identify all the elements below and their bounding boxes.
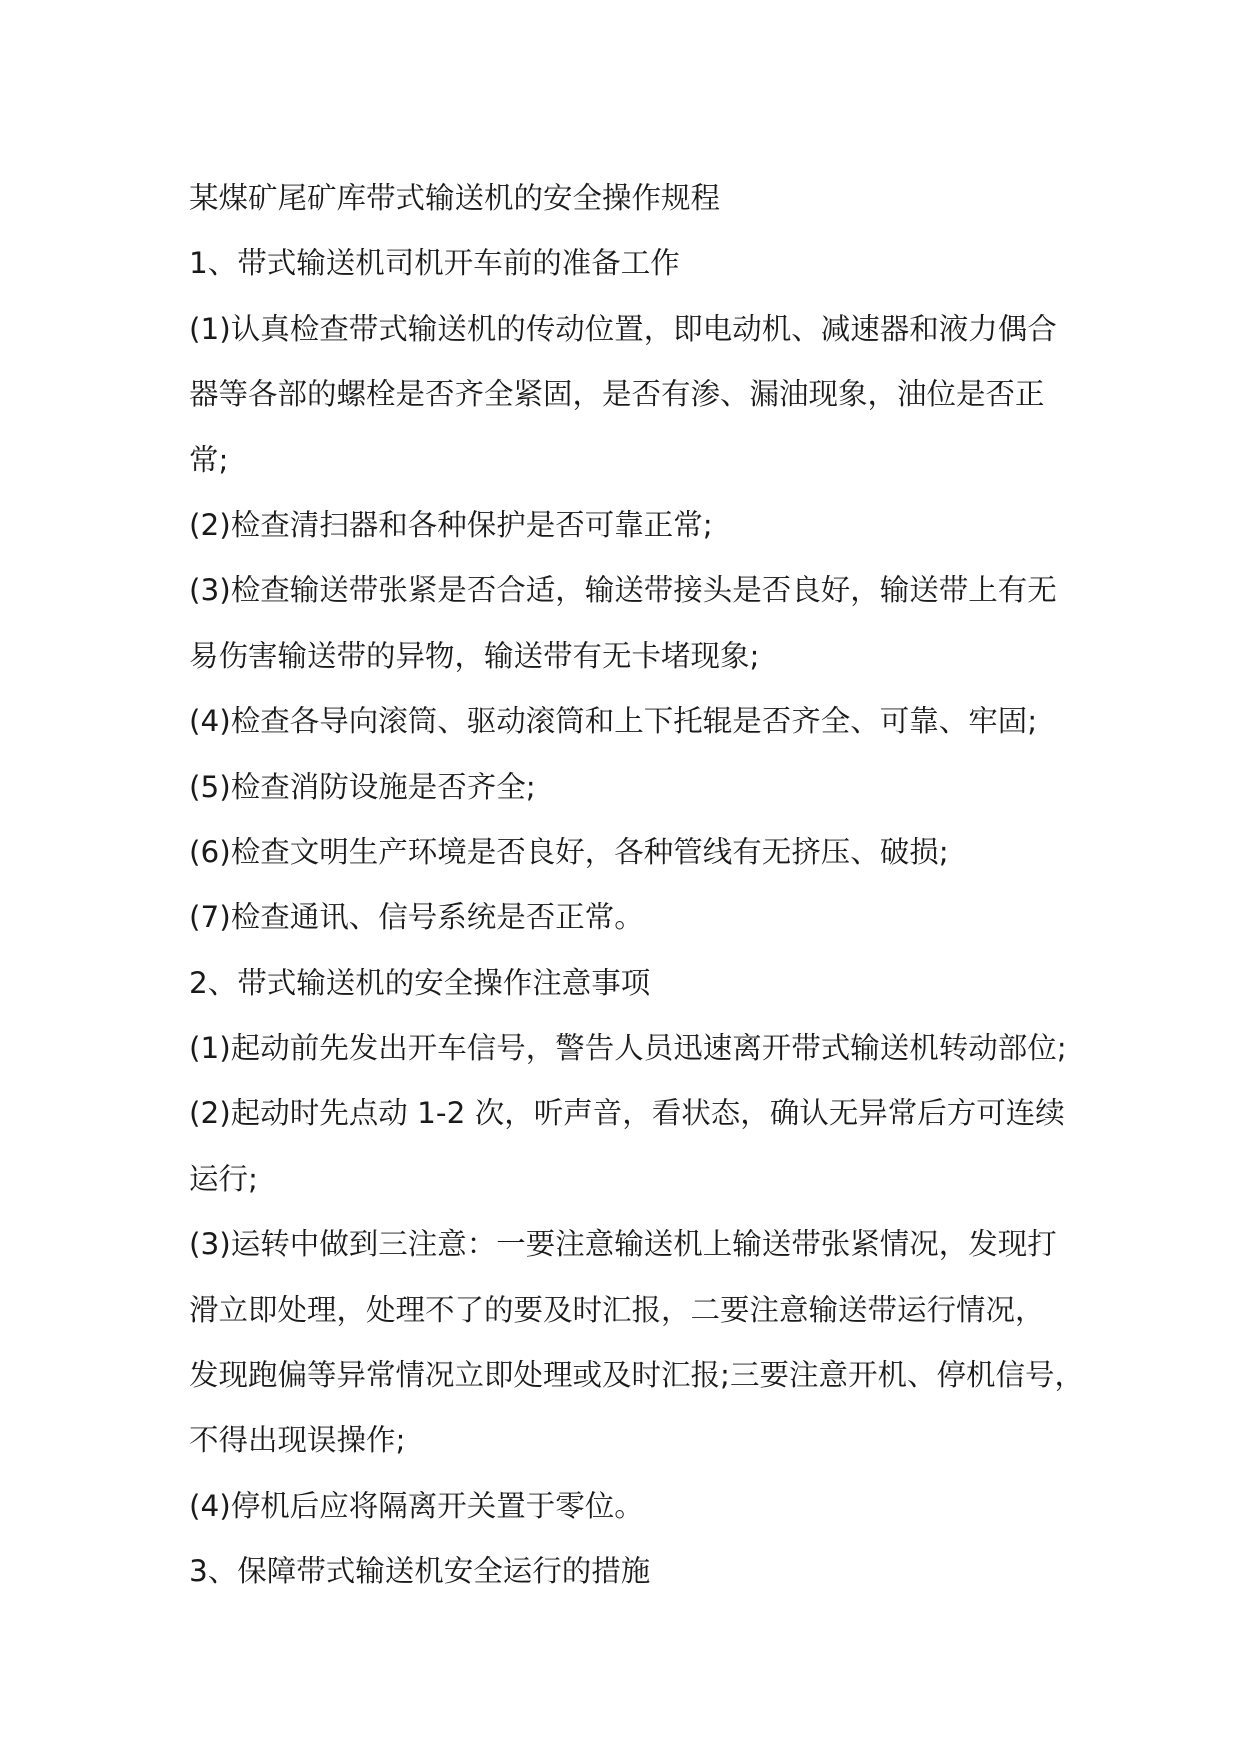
text-line: (3)运转中做到三注意：一要注意输送机上输送带张紧情况，发现打: [189, 1227, 1057, 1262]
text-line: 器等各部的螺栓是否齐全紧固，是否有渗、漏油现象，油位是否正: [189, 377, 1045, 412]
document-title: 某煤矿尾矿库带式输送机的安全操作规程: [189, 181, 721, 215]
text-line: 不得出现误操作;: [189, 1423, 406, 1458]
section-heading-2: 2、带式输送机的安全操作注意事项: [189, 965, 651, 1000]
section-2-item-2: [189, 1081, 1189, 1212]
section-1-item-1: [189, 297, 1189, 493]
section-2-item-1: [189, 1016, 1189, 1081]
section-heading-3: 3、保障带式输送机安全运行的措施: [189, 1554, 651, 1589]
text-line: 常;: [189, 442, 229, 477]
section-1-item-4: [189, 689, 1189, 754]
text-line: (4)检查各导向滚筒、驱动滚筒和上下托辊是否齐全、可靠、牢固;: [189, 704, 1038, 739]
text-line: (5)检查消防设施是否齐全;: [189, 769, 536, 804]
section-1-item-5: [189, 755, 1189, 820]
text-line: 滑立即处理，处理不了的要及时汇报，二要注意输送带运行情况，: [189, 1292, 1045, 1327]
section-1-item-7: [189, 885, 1189, 950]
text-line: (2)起动时先点动 1-2 次，听声音，看状态，确认无异常后方可连续: [189, 1096, 1065, 1131]
text-line: (7)检查通讯、信号系统是否正常。: [189, 900, 644, 935]
document-body: [189, 166, 1189, 1605]
section-1-item-6: [189, 820, 1189, 885]
text-line: (1)认真检查带式输送机的传动位置，即电动机、减速器和液力偶合: [189, 311, 1057, 346]
section-2-item-3: [189, 1212, 1189, 1474]
text-line: (3)检查输送带张紧是否合适，输送带接头是否良好，输送带上有无: [189, 573, 1057, 608]
section-heading-1: 1、带式输送机司机开车前的准备工作: [189, 246, 680, 281]
text-line: 运行;: [189, 1161, 258, 1196]
section-2-item-4: [189, 1474, 1189, 1539]
text-line: (6)检查文明生产环境是否良好，各种管线有无挤压、破损;: [189, 834, 949, 869]
text-line: 发现跑偏等异常情况立即处理或及时汇报;三要注意开机、停机信号，: [189, 1358, 1084, 1393]
text-line: (4)停机后应将隔离开关置于零位。: [189, 1488, 644, 1523]
text-line: (1)起动前先发出开车信号，警告人员迅速离开带式输送机转动部位;: [189, 1031, 1067, 1066]
section-1-item-2: [189, 493, 1189, 558]
text-line: (2)检查清扫器和各种保护是否可靠正常;: [189, 507, 713, 542]
text-line: 易伤害输送带的异物，输送带有无卡堵现象;: [189, 638, 760, 673]
section-1-item-3: [189, 558, 1189, 689]
